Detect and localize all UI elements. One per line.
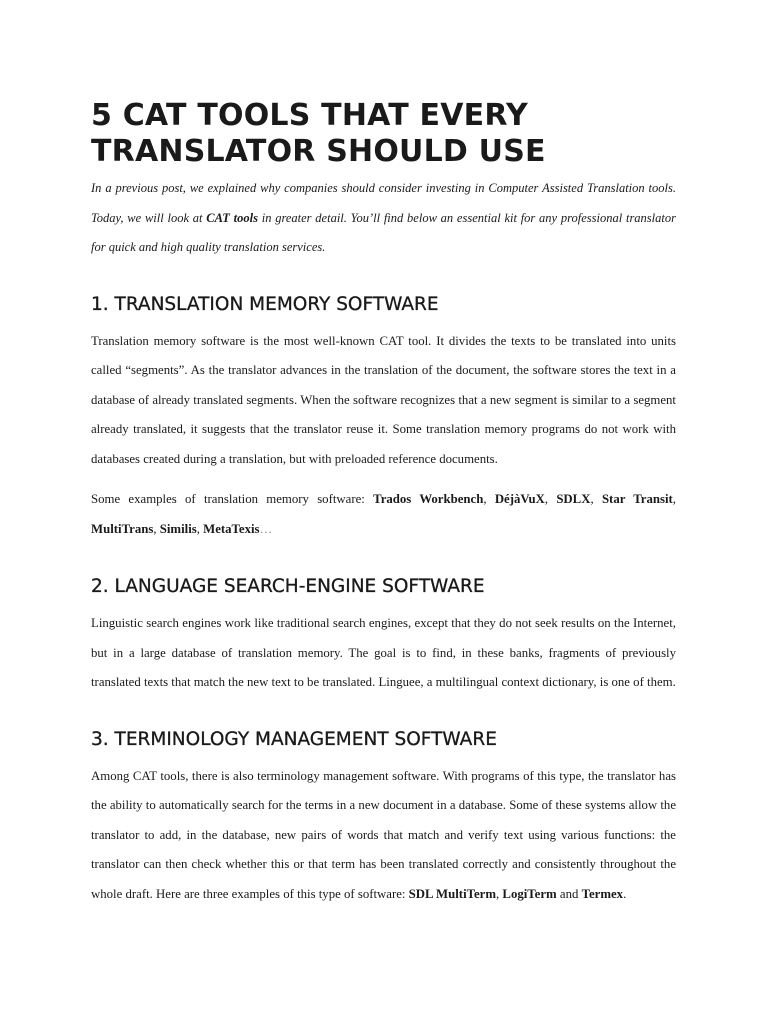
- example-logiterm: LogiTerm: [502, 886, 557, 901]
- example-dejavux: DéjàVuX: [494, 492, 545, 506]
- example-similis: Similis: [159, 521, 197, 536]
- examples-separator: ,: [196, 521, 204, 536]
- section-paragraph-translation-memory: Translation memory software is the most well-known CAT tool. It divides the texts to be translated into units called “segments”. As the translator advances in the translation of the document, the software stores the text in a database of already translated segments. When the software recognizes that a new segment is similar to a segment already translated, it suggests that the translator reuse it. Some translation memory programs do not work with databases created during a translation, but with preloaded reference documents.: [91, 333, 676, 466]
- examples-separator: ,: [672, 492, 676, 506]
- example-trados-workbench: Trados Workbench: [373, 492, 484, 506]
- examples-separator: ,: [544, 492, 557, 506]
- section-heading-language-search-engine: 2. LANGUAGE SEARCH-ENGINE SOFTWARE: [91, 576, 485, 597]
- examples-separator: ,: [153, 521, 160, 536]
- example-sdlx: SDLX: [556, 492, 591, 506]
- examples-end: .: [623, 886, 627, 901]
- translation-memory-examples: [91, 485, 676, 544]
- example-termex: Termex: [581, 886, 624, 901]
- section-paragraph-terminology-management: [91, 762, 676, 910]
- example-sdl-multiterm: SDL MultiTerm: [408, 886, 497, 901]
- intro-text-after: in greater detail. You’ll find below an essential kit for any professional translator for quick and high quality translation services.: [91, 210, 676, 254]
- examples-separator: ,: [590, 492, 602, 506]
- examples-separator: ,: [496, 886, 503, 901]
- section-heading-translation-memory: 1. TRANSLATION MEMORY SOFTWARE: [91, 293, 439, 315]
- section-paragraph-language-search-engine: Linguistic search engines work like traditional search engines, except that they do not seek results on the Internet, but in a large database of translation memory. The goal is to find, in these banks, fragments of previously translated texts that match the new text to be translated. Linguee, a multilingual context dictionary, is one of them.: [91, 616, 676, 689]
- examples-lead: Some examples of translation memory software:: [91, 492, 374, 506]
- example-star-transit: Star Transit: [601, 492, 673, 506]
- examples-ellipsis: …: [259, 521, 273, 536]
- page-title: 5 CAT TOOLS THAT EVERY TRANSLATOR SHOULD USE: [91, 98, 546, 169]
- example-metatexis: MetaTexis: [203, 521, 260, 536]
- intro-text-before: In a previous post, we explained why companies should consider investing in Computer Assisted Translation tools. Today, we will look at: [91, 181, 676, 225]
- document-page: [91, 98, 676, 909]
- examples-separator: ,: [483, 492, 495, 506]
- section-heading-terminology-management: 3. TERMINOLOGY MANAGEMENT SOFTWARE: [91, 728, 497, 750]
- intro-paragraph: [91, 174, 676, 263]
- example-multitrans: MultiTrans: [91, 521, 154, 536]
- examples-and: and: [556, 886, 582, 901]
- cat-tools-emphasis: CAT tools: [206, 210, 258, 225]
- terminology-paragraph-text: Among CAT tools, there is also terminology management software. With programs of this type, the translator has the ability to automatically search for the terms in a new document in a database. Some of these systems allow the translator to add, in the database, new pairs of words that match and verify text using various functions: the translator can then check whether this or that term has been translated correctly and consistently throughout the whole draft. Here are three examples of this type of software:: [91, 768, 676, 901]
